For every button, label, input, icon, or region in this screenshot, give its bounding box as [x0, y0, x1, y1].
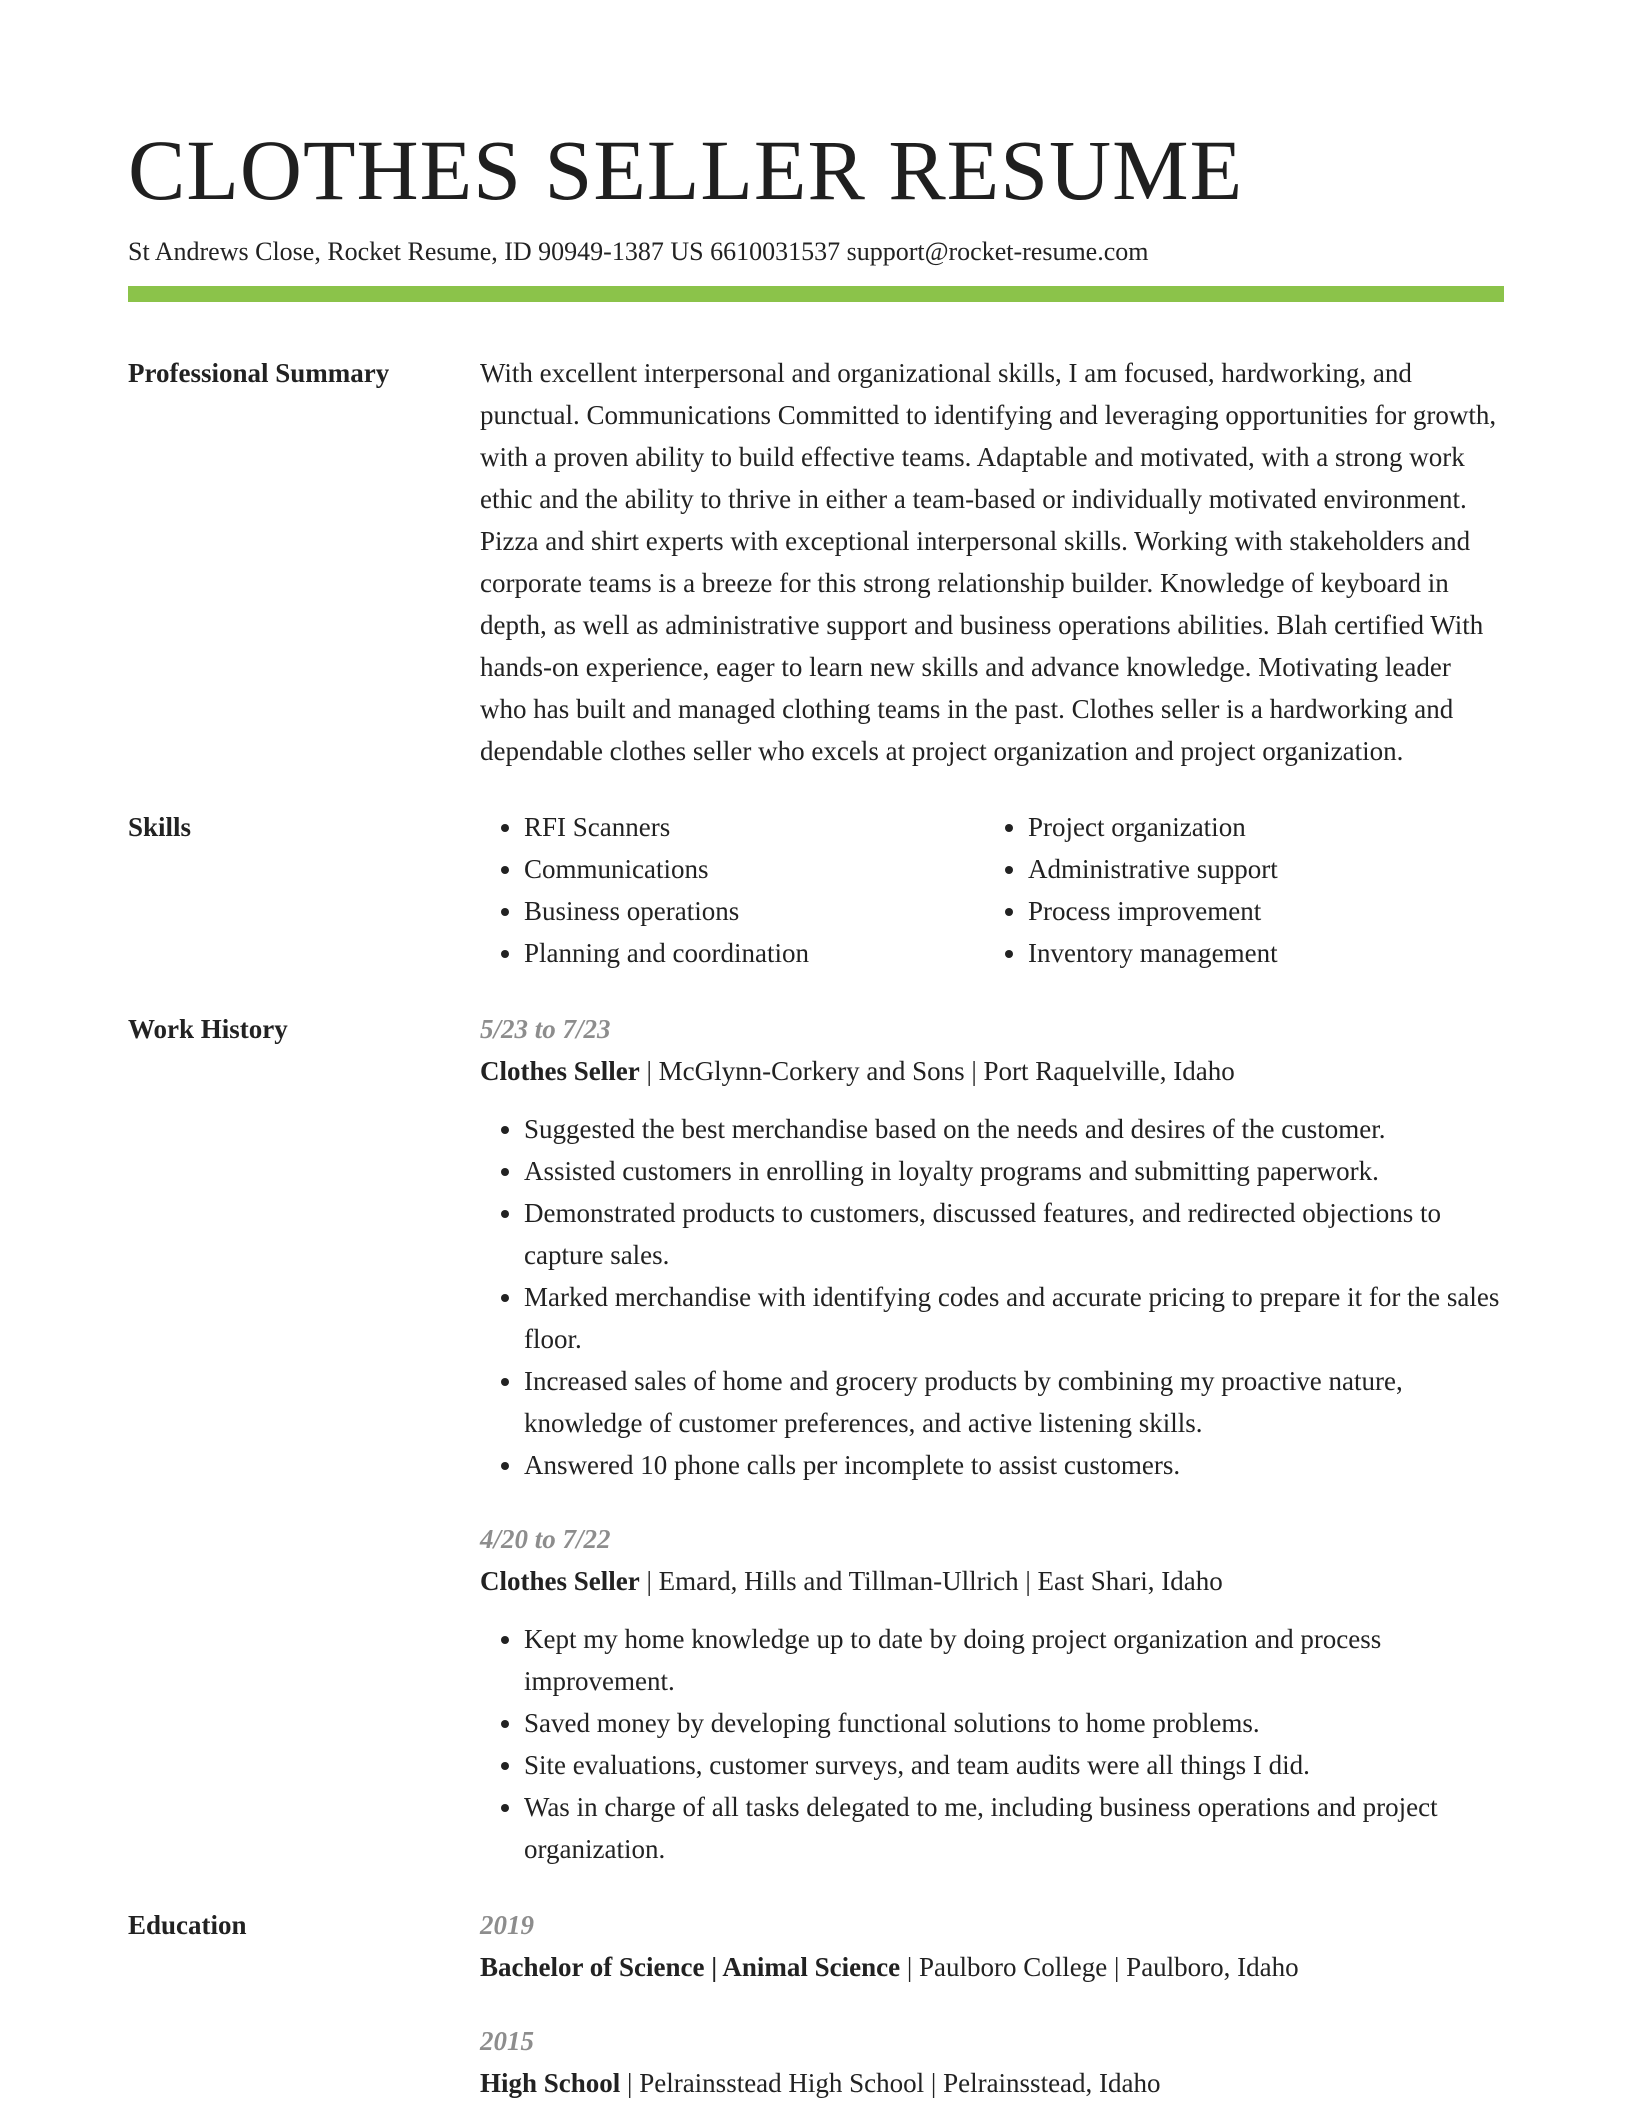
- job-heading: [480, 1050, 1504, 1092]
- education-degree: Bachelor of Science | Animal Science: [480, 1952, 901, 1982]
- job-bullet: • Suggested the best merchandise based on the needs and desires of the customer.: [524, 1108, 1504, 1150]
- work-history-section: [128, 1008, 1504, 1870]
- job-bullet: • Site evaluations, customer surveys, and team audits were all things I did.: [524, 1744, 1504, 1786]
- job-entry: [480, 1008, 1504, 1486]
- skill-item: • Process improvement: [1028, 890, 1278, 932]
- job-employer: | McGlynn-Corkery and Sons | Port Raquelville, Idaho: [639, 1056, 1235, 1086]
- job-title: Clothes Seller: [480, 1056, 640, 1086]
- job-bullet: • Assisted customers in enrolling in loyalty programs and submitting paperwork.: [524, 1150, 1504, 1192]
- job-heading: [480, 1560, 1504, 1602]
- job-employer: | Emard, Hills and Tillman-Ullrich | East Shari, Idaho: [639, 1566, 1223, 1596]
- skill-item: • Planning and coordination: [524, 932, 984, 974]
- job-entry: [480, 1518, 1504, 1870]
- job-bullet: • Increased sales of home and grocery products by combining my proactive nature, knowledge of customer preferences, and active listening skills.: [524, 1360, 1504, 1444]
- accent-divider: [128, 286, 1504, 302]
- job-bullet: • Answered 10 phone calls per incomplete to assist customers.: [524, 1444, 1504, 1486]
- skill-item: • Inventory management: [1028, 932, 1278, 974]
- skill-item: • Communications: [524, 848, 984, 890]
- summary-text: With excellent interpersonal and organizational skills, I am focused, hardworking, and punctual. Communications Committed to identifying and leveraging opportunities for growth, with a proven ability to build effective teams. Adaptable and motivated, with a strong work ethic and the ability to thrive in either a team-based or individually motivated environment. Pizza and shirt experts with exceptional interpersonal skills. Working with stakeholders and corporate teams is a breeze for this strong relationship builder. Knowledge of keyboard in depth, as well as administrative support and business operations abilities. Blah certified With hands-on experience, eager to learn new skills and advance knowledge. Motivating leader who has built and managed clothing teams in the past. Clothes seller is a hardworking and dependable clothes seller who excels at project organization and project organization.: [480, 358, 1497, 766]
- education-school: | Pelrainsstead High School | Pelrainsstead, Idaho: [620, 2068, 1161, 2098]
- job-bullets: [480, 1108, 1504, 1486]
- job-title: Clothes Seller: [480, 1566, 640, 1596]
- job-date: 4/20 to 7/22: [480, 1524, 611, 1554]
- education-entry: [480, 1904, 1504, 1988]
- education-heading: [480, 2062, 1504, 2104]
- education-section: [128, 1904, 1504, 2104]
- education-entry: [480, 2020, 1504, 2104]
- job-date: 5/23 to 7/23: [480, 1014, 611, 1044]
- skills-section: [128, 806, 1504, 974]
- education-degree: High School: [480, 2068, 621, 2098]
- skill-item: • Business operations: [524, 890, 984, 932]
- job-bullets: [480, 1618, 1504, 1870]
- resume-page: [128, 118, 1504, 2104]
- job-bullet: • Marked merchandise with identifying codes and accurate pricing to prepare it for the sales floor.: [524, 1276, 1504, 1360]
- job-bullet: • Kept my home knowledge up to date by doing project organization and process improvement.: [524, 1618, 1504, 1702]
- contact-line: St Andrews Close, Rocket Resume, ID 90949-1387 US 6610031537 support@rocket-resume.com: [128, 237, 1149, 266]
- job-bullet: • Was in charge of all tasks delegated to me, including business operations and project organization.: [524, 1786, 1504, 1870]
- skills-label: Skills: [128, 812, 192, 842]
- education-school: | Paulboro College | Paulboro, Idaho: [900, 1952, 1299, 1982]
- skill-item: • RFI Scanners: [524, 806, 984, 848]
- work-history-label: Work History: [128, 1014, 288, 1044]
- skills-list-right: [984, 806, 1278, 974]
- job-bullet: • Demonstrated products to customers, discussed features, and redirected objections to capture sales.: [524, 1192, 1504, 1276]
- job-bullet: • Saved money by developing functional solutions to home problems.: [524, 1702, 1504, 1744]
- skill-item: • Administrative support: [1028, 848, 1278, 890]
- education-label: Education: [128, 1910, 247, 1940]
- skills-list-left: [480, 806, 984, 974]
- education-year: 2015: [480, 2026, 534, 2056]
- resume-title: CLOTHES SELLER RESUME: [128, 122, 1244, 218]
- summary-section: [128, 352, 1504, 772]
- education-year: 2019: [480, 1910, 534, 1940]
- summary-label: Professional Summary: [128, 358, 390, 388]
- education-heading: [480, 1946, 1504, 1988]
- skill-item: • Project organization: [1028, 806, 1278, 848]
